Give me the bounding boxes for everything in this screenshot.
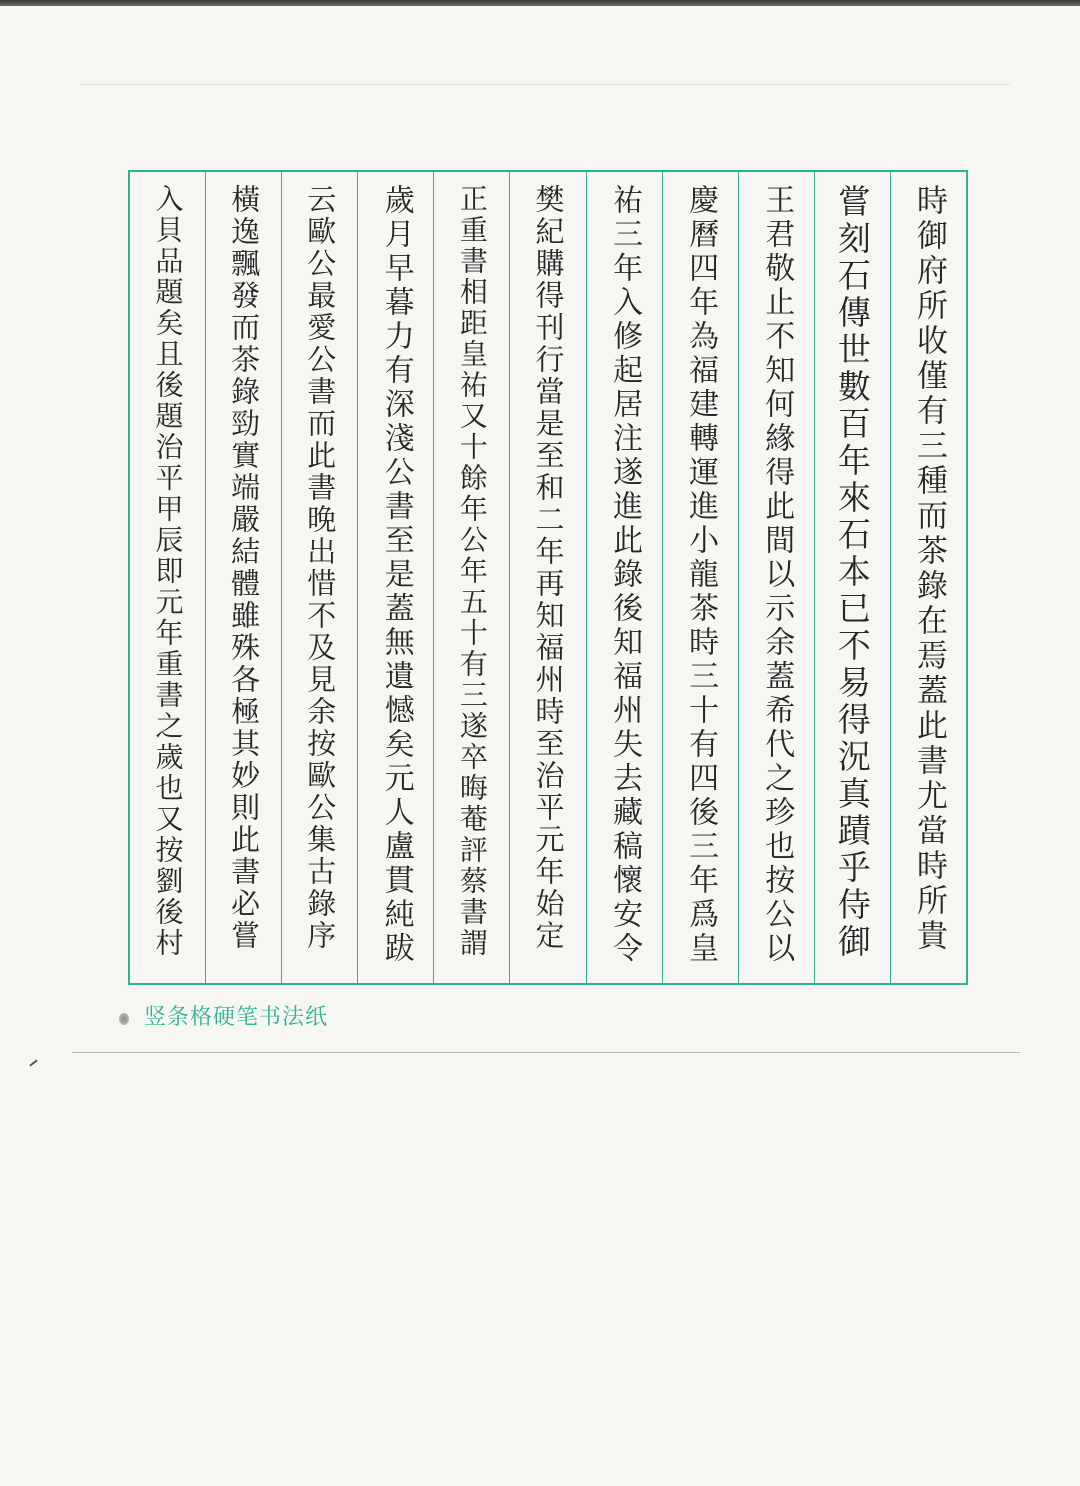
column-text: 慶曆四年為福建轉運進小龍茶時三十有四後三年爲皇 (683, 184, 719, 966)
grid-column (357, 172, 433, 983)
scan-top-edge (0, 0, 1080, 6)
stray-pen-mark (29, 1059, 37, 1066)
grid-column (433, 172, 509, 983)
grid-column (662, 172, 738, 983)
grid-column (509, 172, 585, 983)
column-text: 祐三年入修起居注遂進此錄後知福州失去藏稿懷安令 (607, 184, 643, 966)
column-text: 歲月早暮力有深淺公書至是蓋無遺憾矣元人盧貫純跋 (378, 184, 414, 966)
grid-column (814, 172, 890, 983)
grid-column (130, 172, 205, 983)
grid-column (738, 172, 814, 983)
column-text: 云歐公最愛公書而此書晚出惜不及見余按歐公集古錄序 (303, 184, 338, 952)
column-text: 時御府所收僅有三種而茶錄在焉蓋此書尤當時所貴 (910, 184, 947, 954)
column-text: 王君敬止不知何緣得此間以示余蓋希代之珍也按公以 (759, 184, 795, 966)
vertical-grid (128, 170, 968, 985)
paper-type-label: 竖条格硬笔书法纸 (144, 1005, 329, 1030)
column-text: 橫逸飄發而茶錄勁實端嚴結體雖殊各極其妙則此書必嘗 (227, 184, 262, 952)
column-text: 嘗刻石傳世數百年來石本已不易得況真蹟乎侍御 (832, 184, 872, 961)
grid-column (586, 172, 662, 983)
top-faint-rule (80, 84, 1010, 85)
grid-column (281, 172, 357, 983)
ink-spot (119, 1013, 129, 1025)
grid-column (205, 172, 281, 983)
column-text: 樊紀購得刊行當是至和二年再知福州時至治平元年始定 (531, 184, 566, 952)
column-text: 入貝品題矣且後題治平甲辰即元年重書之歲也又按劉後村 (151, 184, 185, 959)
column-text: 正重書相距皇祐又十餘年公年五十有三遂卒晦菴評蔡書謂 (455, 184, 489, 959)
bottom-rule (72, 1052, 1020, 1053)
grid-column (890, 172, 966, 983)
